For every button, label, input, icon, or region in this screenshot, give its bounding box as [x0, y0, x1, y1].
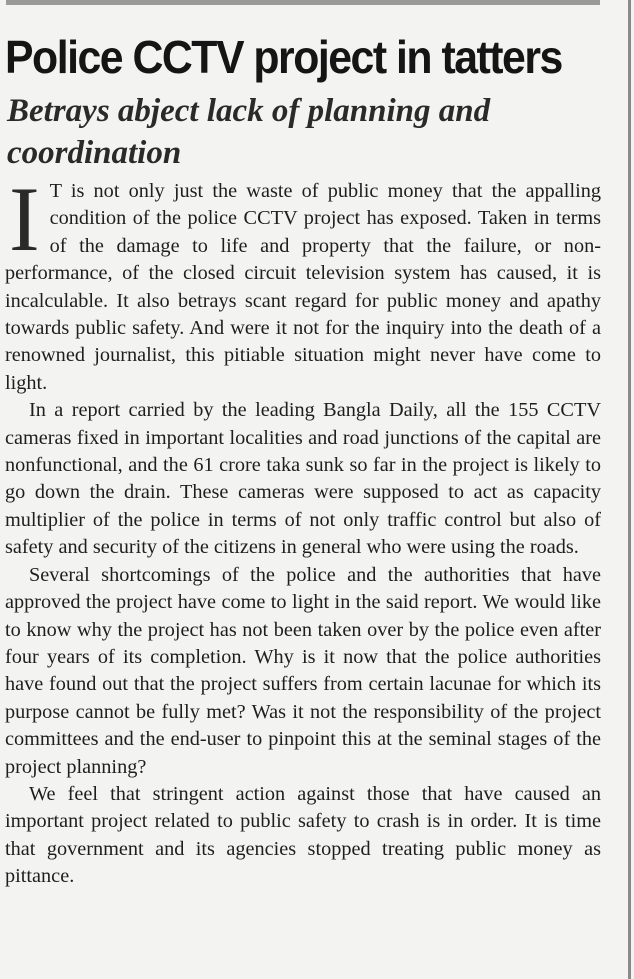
subhead: Betrays abject lack of planning and coordination	[7, 93, 491, 171]
drop-cap: I	[9, 168, 40, 270]
editorial-article	[5, 26, 601, 891]
paragraph-3: Several shortcomings of the police and the authorities that have approved the project have come to light in the said report. We would like to know why the project has not been taken over by the police even after four years of its completion. Why is it now that the police authorities have found out that the project suffers from certain lacunae for which its purpose cannot be fully met? Was it not the responsibility of the project committees and the end-user to pinpoint this at the seminal stages of the project planning?	[5, 563, 601, 778]
article-body	[5, 168, 601, 891]
paragraph-1-text: T is not only just the waste of public money that the appalling condition of the police CCTV project has exposed. Taken in terms of the damage to life and property that the failure, or non-performance, of the closed circuit television system has caused, it is incalculable. It also betrays scant regard for public money and apathy towards public safety. And were it not for the inquiry into the death of a renowned journalist, this pitiable situation might never have come to light.	[5, 180, 601, 394]
paragraph-2: In a report carried by the leading Bangla Daily, all the 155 CCTV cameras fixed in important localities and road junctions of the capital are nonfunctional, and the 61 crore taka sunk so far in the project is likely to go down the drain. These cameras were supposed to act as capacity multiplier of the police in terms of not only traffic control but also of safety and security of the citizens in general who were using the roads.	[5, 399, 601, 559]
headline: Police CCTV project in tatters	[5, 31, 562, 83]
column-rule	[628, 0, 631, 979]
top-rule	[6, 0, 600, 5]
paragraph-1	[5, 168, 601, 397]
paragraph-4: We feel that stringent action against those that have caused an important project related to public safety to crash is in order. It is time that government and its agencies stopped treating public money as pittance.	[5, 782, 601, 888]
